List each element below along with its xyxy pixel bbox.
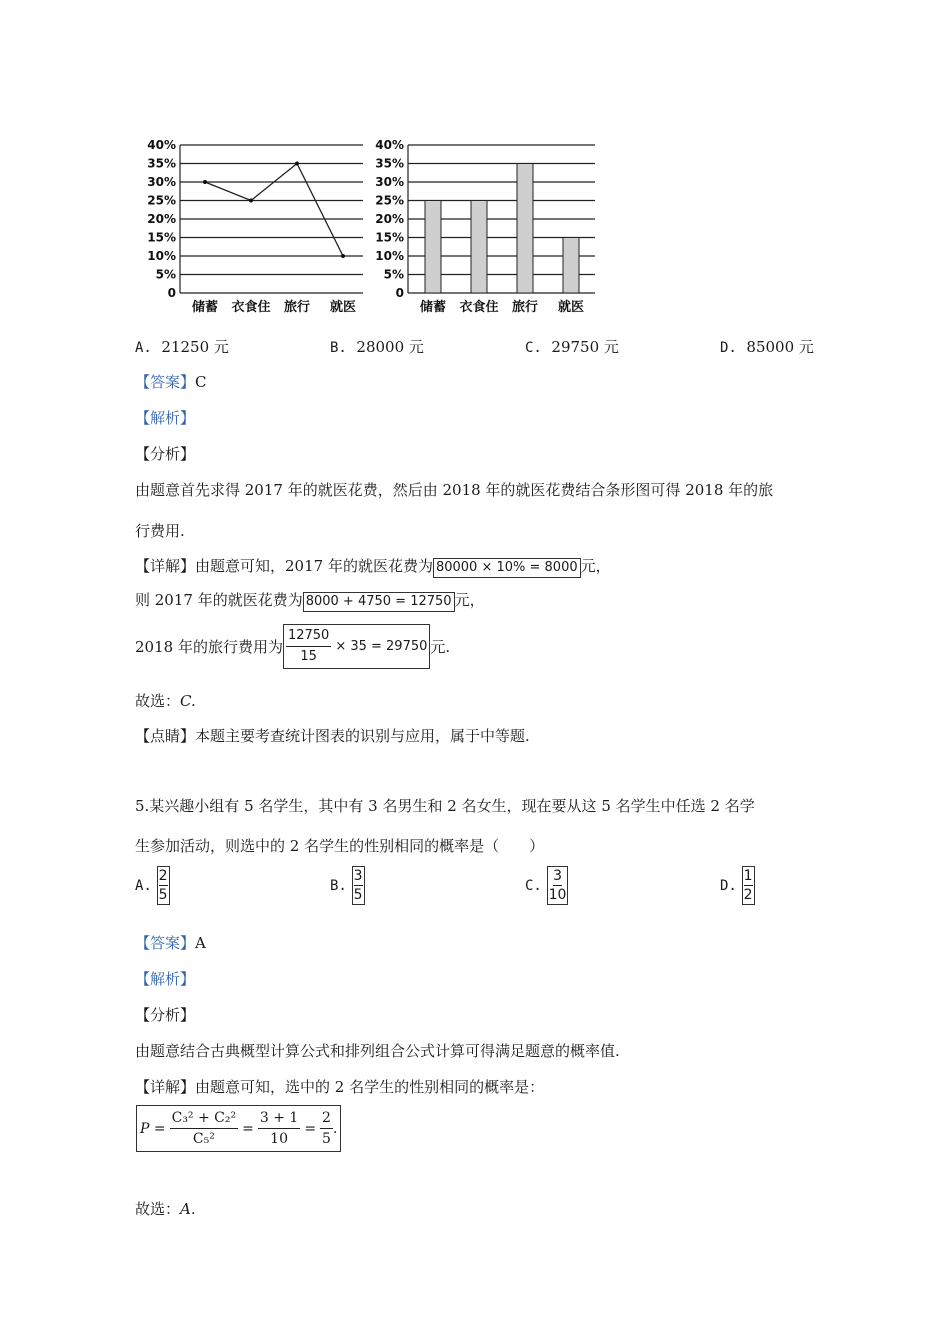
q5-option-b [330,866,365,905]
q5-option-c-fraction [547,866,569,905]
detail2-pre: 则 2017 年的就医花费为 [135,591,303,609]
detail3-rest: × 35 = 29750 [335,639,428,654]
q5-option-c-label: C. [525,877,542,894]
denominator: 5 [353,887,363,903]
answer-value: A [195,934,206,952]
data-point [341,254,345,258]
bar [563,238,579,294]
option-b-label: B. [330,340,347,356]
x-tick-label: 就医 [557,300,585,315]
formula-frac1 [170,1108,239,1149]
detail3-pre: 2018 年的旅行费用为 [135,638,283,656]
q5-option-a [135,866,170,905]
y-tick-label: 30% [375,175,404,189]
answer-value: C [195,373,207,391]
formula-eq1: = [242,1120,254,1137]
option-a-label: A. [135,340,152,356]
comment-tag: 【点睛】 [135,727,196,745]
q4-fenxi-tag: 【分析】 [135,445,196,463]
x-tick-label: 衣食住 [231,300,271,315]
detail1-post: 元， [580,557,611,575]
y-tick-label: 10% [375,249,404,263]
y-tick-label: 20% [375,212,404,226]
choose-value: A. [180,1200,196,1218]
q5-stem-line2: 生参加活动，则选中的 2 名学生的性别相同的概率是（ ） [135,837,545,855]
option-c-label: C. [525,340,542,356]
y-tick-label: 35% [375,156,404,171]
q5-detail [135,1076,544,1097]
option-b-text: 28000 元 [356,338,424,356]
detail2-formula: 8000 + 4750 = 12750 [303,592,455,612]
detail3-post: 元. [430,638,451,656]
q5-option-d-fraction [742,866,755,905]
detail3-fraction [286,626,331,667]
data-point [203,180,207,184]
x-tick-label: 衣食住 [459,300,499,315]
q4-analysis-tag: 【解析】 [135,409,196,427]
y-tick-label: 35% [147,156,176,171]
option-d-label: D. [720,340,737,356]
y-tick-label: 15% [375,230,404,245]
q5-fenxi-text: 由题意结合古典概型计算公式和排列组合公式计算可得满足题意的概率值. [135,1042,620,1060]
x-tick-label: 就医 [329,300,357,315]
formula-p: P = [140,1120,166,1137]
data-point [249,199,253,203]
denominator: 5 [158,887,168,903]
x-tick-label: 旅行 [511,300,539,315]
y-tick-label: 30% [147,175,176,189]
numerator: 3 [353,868,363,884]
q5-option-a-fraction [157,866,170,905]
q4-fenxi-line1: 由题意首先求得 2017 年的就医花费，然后由 2018 年的就医花费结合条形图可得 2018 年的旅 [135,481,774,499]
formula-frac3-den: 5 [322,1131,331,1147]
q4-fenxi-line2: 行费用. [135,522,185,540]
y-tick-label: 25% [147,193,176,208]
q4-detail-line2 [135,589,485,612]
option-c-text: 29750 元 [551,338,619,356]
detail3-formula [283,624,430,669]
choose-value: C. [180,692,196,710]
q5-answer [135,932,206,953]
choose-label: 故选： [135,692,181,710]
answer-tag: 【答案】 [135,373,196,391]
line-chart [147,138,363,315]
y-tick-label: 0 [167,286,176,300]
q5-fenxi-tag: 【分析】 [135,1006,196,1024]
comment-text: 本题主要考查统计图表的识别与应用，属于中等题. [195,727,530,745]
q4-detail-line1 [135,555,611,578]
detail3-numerator: 12750 [286,626,331,647]
y-tick-label: 40% [375,138,404,152]
q5-option-d [720,866,755,905]
formula-frac1-num: C₃² + C₂² [170,1108,239,1129]
option-d-text: 85000 元 [746,338,814,356]
option-c [525,336,619,357]
detail-tag: 【详解】 [135,1078,196,1096]
q5-formula [136,1105,341,1152]
q5-choose [135,1198,196,1219]
formula-eq2: = [304,1120,317,1137]
numerator: 1 [743,868,753,884]
bar-chart [375,138,595,315]
numerator: 3 [553,868,563,884]
y-tick-label: 20% [147,212,176,226]
bar [425,201,441,294]
q5-option-d-label: D. [720,877,737,894]
q4-answer [135,371,207,392]
charts-figure [130,130,610,320]
formula-frac2-num: 3 + 1 [258,1108,300,1129]
formula-frac1-den: C₅² [192,1131,215,1147]
answer-tag: 【答案】 [135,934,196,952]
denominator: 2 [743,887,753,903]
q5-analysis-tag: 【解析】 [135,970,196,988]
q5-stem-line1: 5.某兴趣小组有 5 名学生，其中有 3 名男生和 2 名女生，现在要从这 5 名学生中任选 2 名学 [135,797,755,815]
q5-option-b-fraction [352,866,365,905]
y-tick-label: 25% [375,193,404,208]
detail-tag: 【详解】 [135,557,196,575]
option-d [720,336,814,357]
q4-detail-line3 [135,624,450,669]
denominator: 10 [548,887,567,903]
q5-option-c [525,866,568,905]
option-a-text: 21250 元 [161,338,229,356]
formula-frac2 [258,1108,300,1149]
formula-frac2-den: 10 [270,1131,288,1147]
detail1-formula: 80000 × 10% = 8000 [433,558,581,578]
x-tick-label: 旅行 [283,300,311,315]
q5-option-a-label: A. [135,877,152,894]
y-tick-label: 0 [395,286,404,300]
y-tick-label: 5% [155,267,176,282]
detail3-denominator: 15 [300,649,317,664]
y-tick-label: 10% [147,249,176,263]
choose-label: 故选： [135,1200,181,1218]
formula-frac3-num: 2 [320,1108,333,1129]
formula-end: . [332,1120,338,1137]
detail1-pre: 由题意可知，2017 年的就医花费为 [195,557,433,575]
series-line [205,164,343,257]
detail-text: 由题意可知，选中的 2 名学生的性别相同的概率是： [195,1078,545,1096]
detail2-post: 元， [454,591,485,609]
bar [471,201,487,294]
q4-choose [135,690,196,711]
x-tick-label: 储蓄 [191,300,219,315]
formula-frac3 [320,1108,333,1149]
option-b [330,336,424,357]
q4-comment [135,725,530,746]
q5-option-b-label: B. [330,877,347,894]
bar [517,164,533,294]
data-point [295,162,299,166]
numerator: 2 [158,868,168,884]
y-tick-label: 5% [383,267,404,282]
option-a [135,336,229,357]
x-tick-label: 储蓄 [419,300,447,315]
y-tick-label: 15% [147,230,176,245]
y-tick-label: 40% [147,138,176,152]
